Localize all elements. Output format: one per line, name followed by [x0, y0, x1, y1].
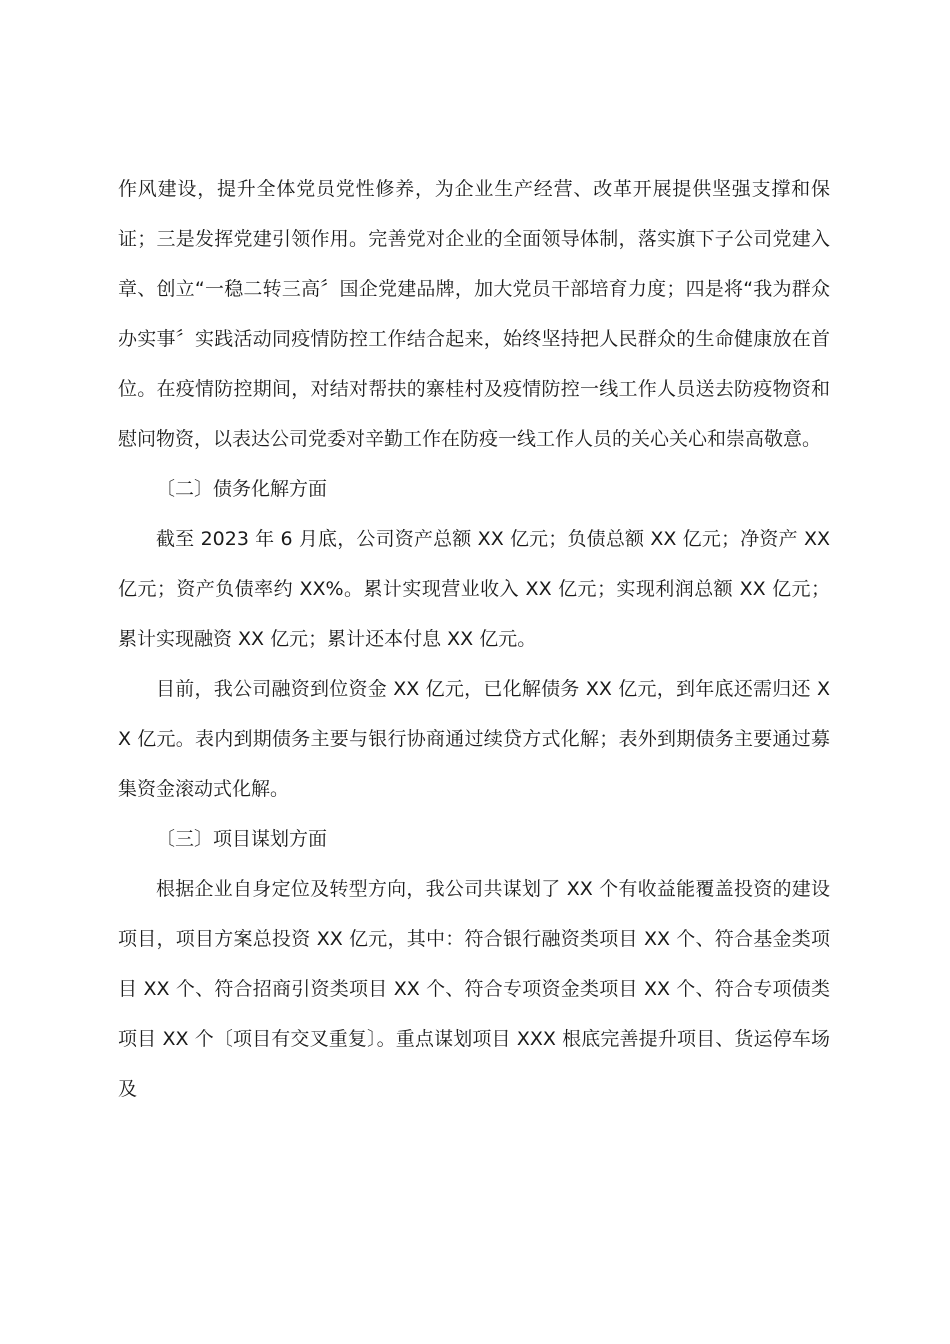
paragraph-debt-resolution-status: 目前，我公司融资到位资金 XX 亿元，已化解债务 XX 亿元，到年底还需归还 XX 亿元。表内到期债务主要与银行协商通过续贷方式化解；表外到期债务主要通过募集资金滚动式化解。 — [118, 678, 830, 800]
document-body — [118, 164, 830, 1114]
paragraph-project-planning: 根据企业自身定位及转型方向，我公司共谋划了 XX 个有收益能覆盖投资的建设项目，项目方案总投资 XX 亿元，其中：符合银行融资类项目 XX 个、符合基金类项目 XX 个、符合招商引资类项目 XX 个、符合专项资金类项目 XX 个、符合专项债类项目 XX 个〔项目有交叉重复〕。重点谋划项目 XXX 根底完善提升项目、货运停车场及 — [118, 878, 830, 1100]
section-heading-debt-resolution: 〔二〕债务化解方面 — [156, 478, 328, 500]
section-heading-project-planning: 〔三〕项目谋划方面 — [156, 828, 328, 850]
paragraph-financial-summary: 截至 2023 年 6 月底，公司资产总额 XX 亿元；负债总额 XX 亿元；净资产 XX 亿元；资产负债率约 XX%。累计实现营业收入 XX 亿元；实现利润总额 XX 亿元；累计实现融资 XX 亿元；累计还本付息 XX 亿元。 — [118, 528, 830, 650]
paragraph-party-building-continuation: 作风建设，提升全体党员党性修养，为企业生产经营、改革开展提供坚强支撑和保证；三是发挥党建引领作用。完善党对企业的全面领导体制，落实旗下子公司党建入章、创立“一稳二转三高〞国企党建品牌，加大党员干部培育力度；四是将“我为群众办实事〞实践活动同疫情防控工作结合起来，始终坚持把人民群众的生命健康放在首位。在疫情防控期间，对结对帮扶的寨桂村及疫情防控一线工作人员送去防疫物资和慰问物资，以表达公司党委对辛勤工作在防疫一线工作人员的关心关心和崇高敬意。 — [118, 178, 830, 450]
